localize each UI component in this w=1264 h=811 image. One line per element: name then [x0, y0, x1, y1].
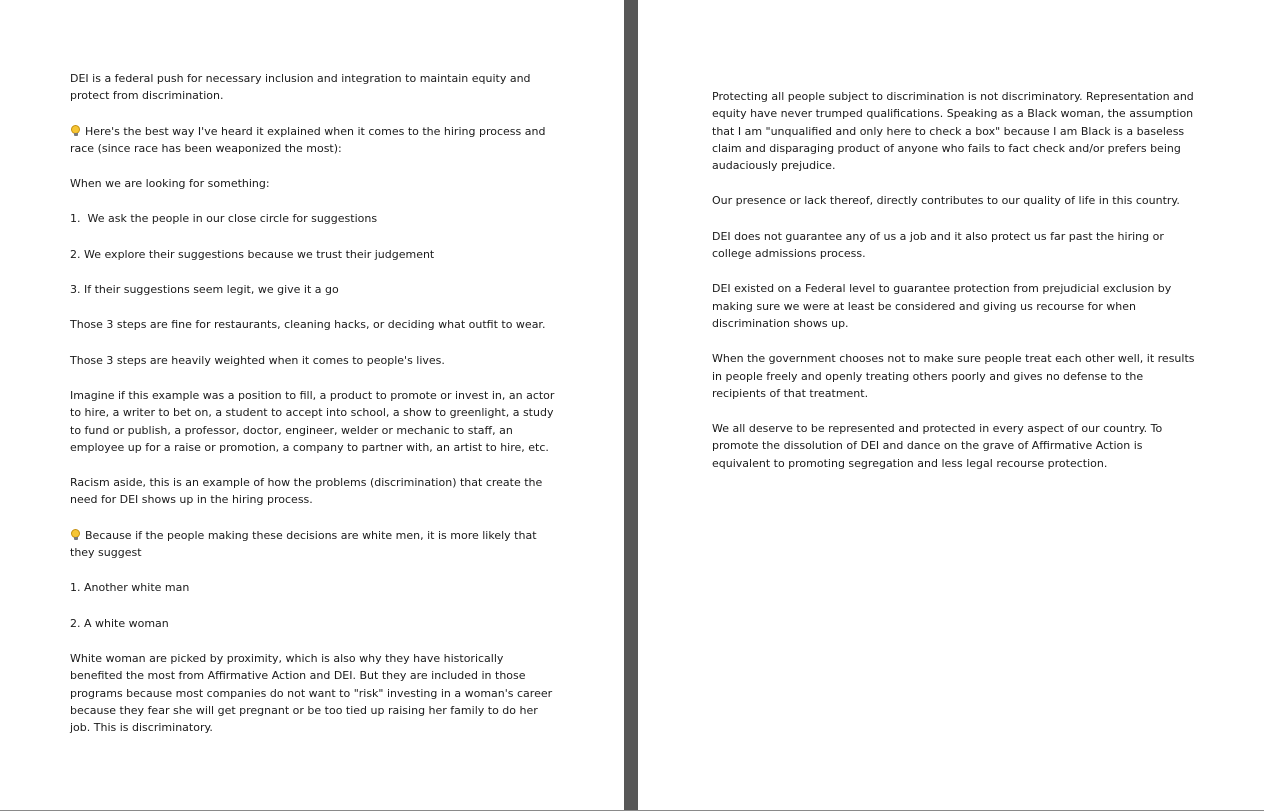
paragraph: DEI does not guarantee any of us a job and it also protect us far past the hiring or college admissions process.	[712, 229, 1168, 261]
page-gutter	[624, 0, 638, 811]
paragraph: Our presence or lack thereof, directly contributes to our quality of life in this country.	[712, 194, 1180, 208]
page-1-content	[70, 70, 558, 754]
paragraph: Racism aside, this is an example of how the problems (discrimination) that create the need for DEI shows up in the hiring process.	[70, 476, 546, 507]
paragraph: When the government chooses not to make sure people treat each other well, it results in people freely and openly treating others poorly and gives no defense to the recipients of that treatment.	[712, 352, 1198, 400]
list-item: 1. We ask the people in our close circle for suggestions	[70, 212, 378, 226]
document-page-2	[638, 0, 1264, 810]
paragraph: Those 3 steps are fine for restaurants, cleaning hacks, or deciding what outfit to wear.	[70, 318, 546, 332]
paragraph: Those 3 steps are heavily weighted when it comes to people's lives.	[70, 353, 445, 367]
paragraph: White woman are picked by proximity, which is also why they have historically benefited the most from Affirmative Action and DEI. But they are included in those programs because most companies do not want to "risk" investing in a woman's career because they fear she will get pregnant or be too tied up raising her family to do her job. This is discriminatory.	[70, 651, 556, 735]
list-item: 3. If their suggestions seem legit, we give it a go	[70, 283, 339, 297]
paragraph-text: Here's the best way I've heard it explained when it comes to the hiring process and race (since race has been weaponized the most):	[70, 124, 549, 155]
paragraph: DEI existed on a Federal level to guarantee protection from prejudicial exclusion by making sure we were at least be considered and giving us recourse for when discrimination shows up.	[712, 282, 1175, 330]
paragraph: When we are looking for something:	[70, 177, 270, 191]
list-item: 2. A white woman	[70, 616, 169, 630]
list-item: 1. Another white man	[70, 581, 190, 595]
paragraph-with-icon	[70, 527, 555, 562]
list-item: 2. We explore their suggestions because we trust their judgement	[70, 247, 435, 261]
lightbulb-icon	[71, 529, 80, 540]
paragraph-with-icon	[70, 123, 555, 158]
paragraph: Imagine if this example was a position to fill, a product to promote or invest in, an actor to hire, a writer to bet on, a student to accept into school, a show to greenlight, a study to fund or publish, a professor, doctor, engineer, welder or mechanic to staff, an employee up for a raise or promotion, a company to partner with, an artist to hire, etc.	[70, 388, 558, 454]
page-2-content	[712, 88, 1196, 490]
paragraph: We all deserve to be represented and protected in every aspect of our country. To promote the dissolution of DEI and dance on the grave of Affirmative Action is equivalent to promoting segregation and less legal recourse protection.	[712, 422, 1166, 470]
document-page-1	[0, 0, 624, 810]
paragraph: Protecting all people subject to discrimination is not discriminatory. Representation and equity have never trumped qualifications. Speaking as a Black woman, the assumption that I am "unqualified and only here to check a box" because I am Black is a baseless claim and disparaging product of anyone who fails to fact check and/or prefers being audaciously prejudice.	[712, 90, 1198, 173]
lightbulb-icon	[71, 125, 80, 136]
paragraph-text: Because if the people making these decisions are white men, it is more likely that they suggest	[70, 528, 541, 560]
paragraph: DEI is a federal push for necessary inclusion and integration to maintain equity and protect from discrimination.	[70, 72, 535, 103]
